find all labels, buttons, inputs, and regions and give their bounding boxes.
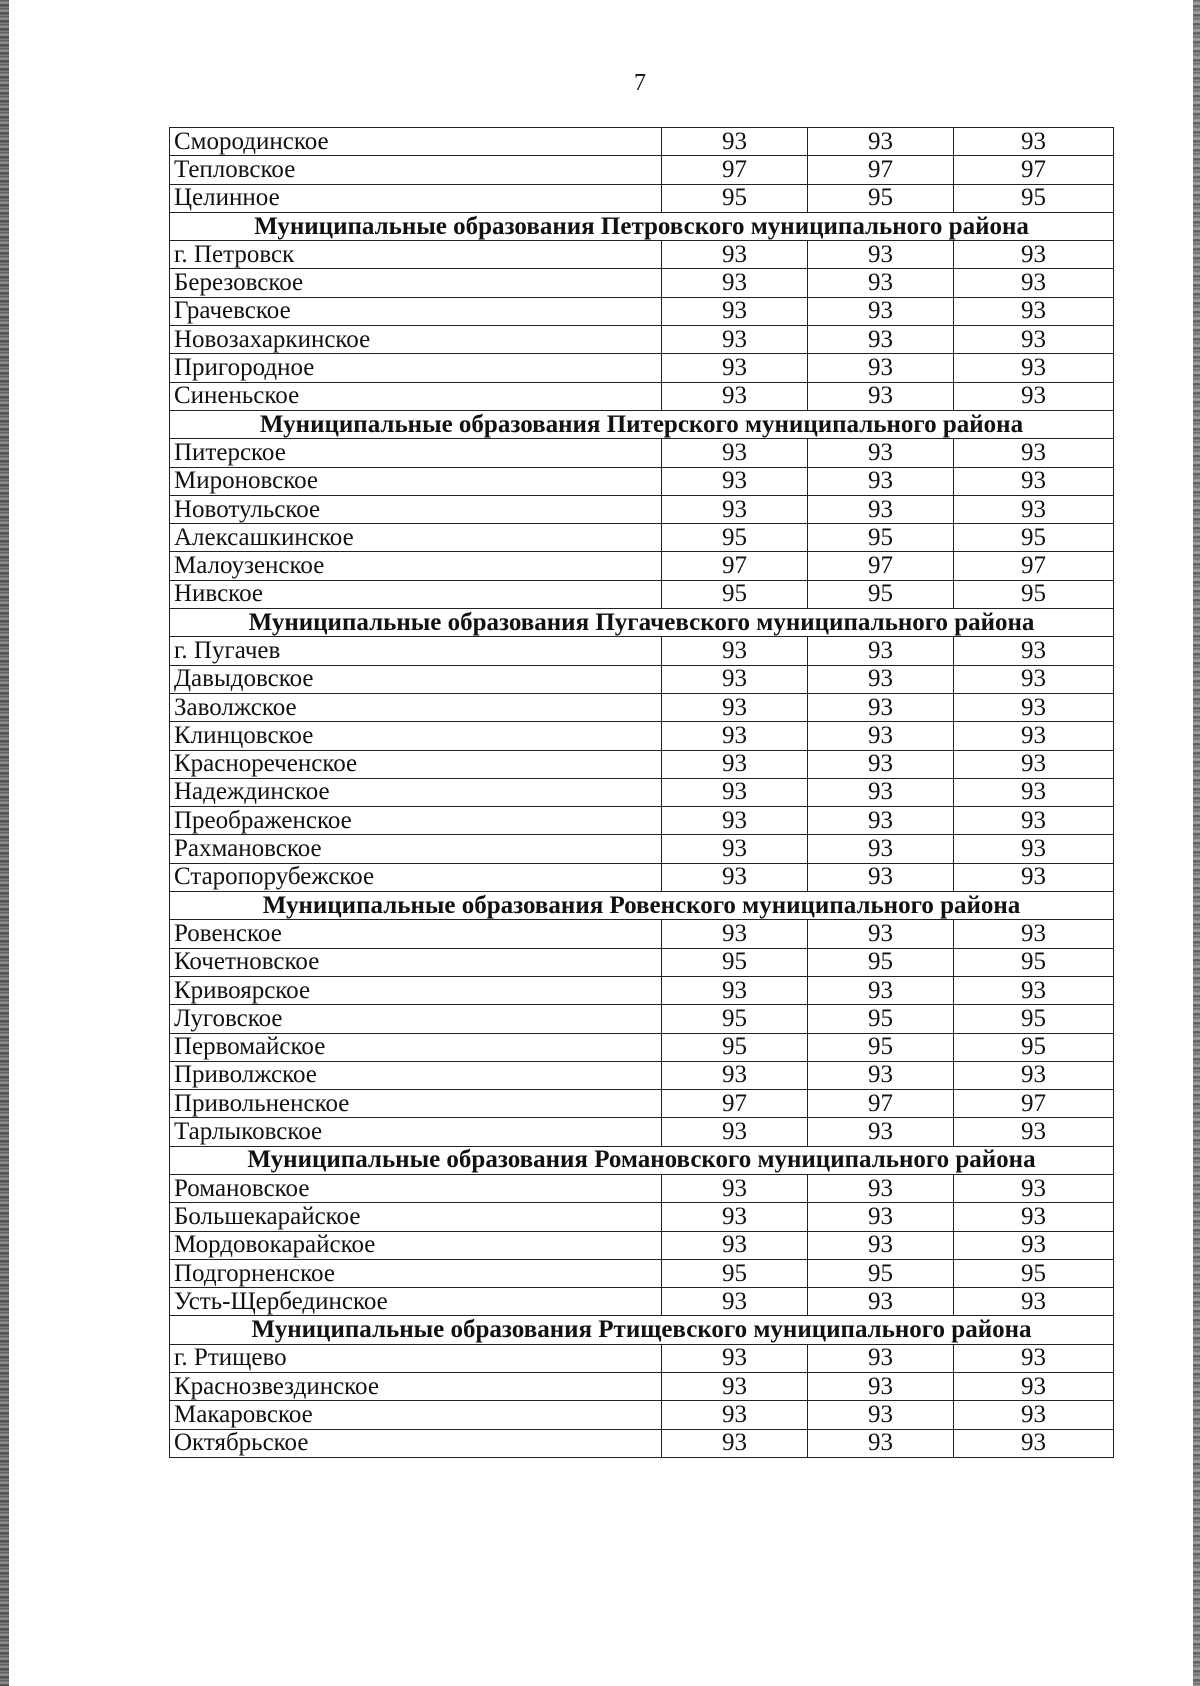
table-row (170, 524, 1114, 552)
table-row (170, 665, 1114, 693)
value-cell-3: 93 (954, 495, 1114, 523)
value-cell-3: 95 (954, 580, 1114, 608)
municipality-name: Новотульское (170, 495, 662, 523)
value-cell-2: 93 (808, 750, 954, 778)
value-cell-3: 93 (954, 128, 1114, 156)
value-cell-1: 93 (662, 1344, 808, 1372)
municipality-name: Макаровское (170, 1401, 662, 1429)
value-cell-2: 93 (808, 863, 954, 891)
value-cell-3: 93 (954, 693, 1114, 721)
municipality-name: Привольненское (170, 1090, 662, 1118)
value-cell-3: 95 (954, 948, 1114, 976)
municipality-name: Кривоярское (170, 976, 662, 1004)
scan-edge-right (1193, 0, 1200, 1686)
municipality-name: Новозахаркинское (170, 326, 662, 354)
value-cell-3: 93 (954, 241, 1114, 269)
value-cell-1: 93 (662, 807, 808, 835)
value-cell-3: 93 (954, 976, 1114, 1004)
value-cell-2: 95 (808, 580, 954, 608)
value-cell-3: 93 (954, 1401, 1114, 1429)
value-cell-1: 93 (662, 1203, 808, 1231)
municipality-name: Синеньское (170, 382, 662, 410)
municipality-name: Кочетновское (170, 948, 662, 976)
value-cell-1: 93 (662, 382, 808, 410)
value-cell-2: 93 (808, 1401, 954, 1429)
municipality-name: Краснозвездинское (170, 1373, 662, 1401)
value-cell-2: 93 (808, 495, 954, 523)
value-cell-1: 93 (662, 297, 808, 325)
table-row (170, 1174, 1114, 1202)
value-cell-3: 93 (954, 1288, 1114, 1316)
value-cell-1: 93 (662, 835, 808, 863)
municipality-name: Усть-Щербединское (170, 1288, 662, 1316)
table-row (170, 269, 1114, 297)
section-title: Муниципальные образования Романовского муниципального района (170, 1146, 1114, 1174)
table-row (170, 1429, 1114, 1457)
value-cell-2: 93 (808, 439, 954, 467)
value-cell-3: 95 (954, 1033, 1114, 1061)
municipality-name: Ровенское (170, 920, 662, 948)
value-cell-2: 93 (808, 1174, 954, 1202)
value-cell-1: 93 (662, 495, 808, 523)
value-cell-3: 93 (954, 439, 1114, 467)
value-cell-1: 95 (662, 948, 808, 976)
value-cell-2: 97 (808, 1090, 954, 1118)
value-cell-3: 93 (954, 1174, 1114, 1202)
value-cell-3: 93 (954, 326, 1114, 354)
value-cell-2: 93 (808, 269, 954, 297)
municipality-name: Подгорненское (170, 1259, 662, 1287)
value-cell-1: 93 (662, 637, 808, 665)
table-row (170, 354, 1114, 382)
value-cell-2: 93 (808, 326, 954, 354)
value-cell-3: 93 (954, 665, 1114, 693)
value-cell-2: 93 (808, 920, 954, 948)
table-row (170, 863, 1114, 891)
value-cell-3: 97 (954, 1090, 1114, 1118)
value-cell-3: 95 (954, 1005, 1114, 1033)
value-cell-2: 93 (808, 297, 954, 325)
table-row (170, 948, 1114, 976)
value-cell-3: 93 (954, 1061, 1114, 1089)
municipality-name: Луговское (170, 1005, 662, 1033)
value-cell-1: 93 (662, 354, 808, 382)
municipality-name: Смородинское (170, 128, 662, 156)
municipality-name: Преображенское (170, 807, 662, 835)
value-cell-2: 97 (808, 552, 954, 580)
section-header-row (170, 892, 1114, 920)
table-row (170, 156, 1114, 184)
table-row (170, 722, 1114, 750)
value-cell-2: 93 (808, 1288, 954, 1316)
value-cell-3: 93 (954, 1344, 1114, 1372)
value-cell-2: 93 (808, 241, 954, 269)
value-cell-1: 93 (662, 863, 808, 891)
value-cell-3: 93 (954, 354, 1114, 382)
value-cell-3: 93 (954, 807, 1114, 835)
value-cell-2: 97 (808, 156, 954, 184)
municipality-name: г. Пугачев (170, 637, 662, 665)
municipality-name: Мордовокарайское (170, 1231, 662, 1259)
value-cell-1: 97 (662, 156, 808, 184)
section-title: Муниципальные образования Ровенского муниципального района (170, 892, 1114, 920)
municipality-name: Приволжское (170, 1061, 662, 1089)
value-cell-1: 93 (662, 1061, 808, 1089)
section-title: Муниципальные образования Ртищевского муниципального района (170, 1316, 1114, 1344)
value-cell-3: 93 (954, 1373, 1114, 1401)
value-cell-2: 93 (808, 1203, 954, 1231)
value-cell-2: 93 (808, 354, 954, 382)
section-header-row (170, 1316, 1114, 1344)
value-cell-1: 95 (662, 1005, 808, 1033)
table-body (170, 128, 1114, 1458)
value-cell-3: 93 (954, 1118, 1114, 1146)
value-cell-1: 93 (662, 920, 808, 948)
value-cell-3: 93 (954, 269, 1114, 297)
table-row (170, 1061, 1114, 1089)
value-cell-2: 93 (808, 1231, 954, 1259)
table-row (170, 1231, 1114, 1259)
value-cell-2: 93 (808, 1118, 954, 1146)
value-cell-1: 95 (662, 1259, 808, 1287)
table-row (170, 1118, 1114, 1146)
table-row (170, 920, 1114, 948)
value-cell-3: 93 (954, 778, 1114, 806)
value-cell-2: 93 (808, 128, 954, 156)
municipality-name: Первомайское (170, 1033, 662, 1061)
value-cell-1: 93 (662, 1174, 808, 1202)
value-cell-1: 93 (662, 722, 808, 750)
table-row (170, 976, 1114, 1004)
value-cell-1: 95 (662, 580, 808, 608)
value-cell-2: 93 (808, 1429, 954, 1457)
value-cell-1: 93 (662, 693, 808, 721)
value-cell-1: 93 (662, 750, 808, 778)
municipality-name: г. Ртищево (170, 1344, 662, 1372)
value-cell-1: 95 (662, 524, 808, 552)
value-cell-2: 93 (808, 976, 954, 1004)
table-row (170, 807, 1114, 835)
municipality-name: Старопорубежское (170, 863, 662, 891)
municipality-name: Заволжское (170, 693, 662, 721)
value-cell-1: 93 (662, 241, 808, 269)
municipality-name: г. Петровск (170, 241, 662, 269)
municipality-name: Питерское (170, 439, 662, 467)
value-cell-2: 95 (808, 948, 954, 976)
value-cell-1: 93 (662, 1373, 808, 1401)
value-cell-1: 93 (662, 1288, 808, 1316)
section-title: Муниципальные образования Пугачевского муниципального района (170, 609, 1114, 637)
table-row (170, 495, 1114, 523)
table-row (170, 1033, 1114, 1061)
municipality-name: Краснореченское (170, 750, 662, 778)
table-row (170, 184, 1114, 212)
value-cell-3: 93 (954, 637, 1114, 665)
section-header-row (170, 410, 1114, 438)
value-cell-1: 97 (662, 552, 808, 580)
value-cell-3: 95 (954, 524, 1114, 552)
table-row (170, 439, 1114, 467)
value-cell-2: 93 (808, 467, 954, 495)
municipality-name: Малоузенское (170, 552, 662, 580)
table-row (170, 1259, 1114, 1287)
value-cell-3: 97 (954, 156, 1114, 184)
value-cell-3: 95 (954, 184, 1114, 212)
value-cell-3: 97 (954, 552, 1114, 580)
table-row (170, 1344, 1114, 1372)
table-row (170, 467, 1114, 495)
value-cell-2: 95 (808, 1005, 954, 1033)
value-cell-3: 93 (954, 750, 1114, 778)
value-cell-1: 93 (662, 1231, 808, 1259)
value-cell-1: 93 (662, 326, 808, 354)
value-cell-3: 93 (954, 835, 1114, 863)
value-cell-1: 95 (662, 184, 808, 212)
value-cell-3: 93 (954, 467, 1114, 495)
municipality-name: Большекарайское (170, 1203, 662, 1231)
value-cell-2: 93 (808, 665, 954, 693)
section-title: Муниципальные образования Петровского муниципального района (170, 212, 1114, 240)
value-cell-3: 93 (954, 920, 1114, 948)
municipality-name: Романовское (170, 1174, 662, 1202)
table-row (170, 552, 1114, 580)
value-cell-3: 93 (954, 863, 1114, 891)
section-title: Муниципальные образования Питерского муниципального района (170, 410, 1114, 438)
municipality-name: Октябрьское (170, 1429, 662, 1457)
table-row (170, 778, 1114, 806)
value-cell-1: 93 (662, 439, 808, 467)
value-cell-1: 93 (662, 1429, 808, 1457)
section-header-row (170, 609, 1114, 637)
value-cell-2: 93 (808, 807, 954, 835)
value-cell-3: 93 (954, 1429, 1114, 1457)
value-cell-1: 93 (662, 467, 808, 495)
table-row (170, 1288, 1114, 1316)
table-row (170, 1203, 1114, 1231)
value-cell-2: 95 (808, 524, 954, 552)
value-cell-3: 93 (954, 382, 1114, 410)
table-row (170, 382, 1114, 410)
value-cell-2: 93 (808, 1373, 954, 1401)
municipality-name: Рахмановское (170, 835, 662, 863)
municipality-name: Грачевское (170, 297, 662, 325)
value-cell-1: 93 (662, 1401, 808, 1429)
value-cell-2: 93 (808, 1061, 954, 1089)
section-header-row (170, 1146, 1114, 1174)
value-cell-1: 93 (662, 128, 808, 156)
table-row (170, 128, 1114, 156)
table-row (170, 1005, 1114, 1033)
municipality-name: Мироновское (170, 467, 662, 495)
value-cell-2: 93 (808, 1344, 954, 1372)
municipality-name: Тепловское (170, 156, 662, 184)
section-header-row (170, 212, 1114, 240)
value-cell-1: 93 (662, 665, 808, 693)
value-cell-2: 93 (808, 835, 954, 863)
table-row (170, 693, 1114, 721)
value-cell-3: 93 (954, 1203, 1114, 1231)
table-row (170, 241, 1114, 269)
value-cell-1: 93 (662, 269, 808, 297)
value-cell-1: 93 (662, 778, 808, 806)
table-row (170, 326, 1114, 354)
value-cell-2: 95 (808, 1259, 954, 1287)
value-cell-2: 93 (808, 722, 954, 750)
value-cell-3: 93 (954, 297, 1114, 325)
value-cell-2: 95 (808, 1033, 954, 1061)
table-row (170, 1373, 1114, 1401)
municipality-name: Березовское (170, 269, 662, 297)
value-cell-1: 93 (662, 1118, 808, 1146)
value-cell-3: 93 (954, 722, 1114, 750)
municipality-name: Целинное (170, 184, 662, 212)
table-row (170, 637, 1114, 665)
value-cell-2: 93 (808, 382, 954, 410)
table-row (170, 750, 1114, 778)
municipality-name: Пригородное (170, 354, 662, 382)
municipality-name: Надеждинское (170, 778, 662, 806)
table-row (170, 835, 1114, 863)
municipality-name: Тарлыковское (170, 1118, 662, 1146)
value-cell-2: 93 (808, 637, 954, 665)
table-row (170, 1090, 1114, 1118)
value-cell-2: 95 (808, 184, 954, 212)
table-row (170, 580, 1114, 608)
table-row (170, 297, 1114, 325)
page-number: 7 (634, 70, 646, 96)
value-cell-2: 93 (808, 778, 954, 806)
municipality-name: Давыдовское (170, 665, 662, 693)
value-cell-2: 93 (808, 693, 954, 721)
table-row (170, 1401, 1114, 1429)
value-cell-1: 97 (662, 1090, 808, 1118)
municipality-name: Клинцовское (170, 722, 662, 750)
data-table (169, 127, 1114, 1458)
value-cell-3: 93 (954, 1231, 1114, 1259)
value-cell-1: 95 (662, 1033, 808, 1061)
scan-edge-left (0, 0, 9, 1686)
municipality-name: Алексашкинское (170, 524, 662, 552)
value-cell-3: 95 (954, 1259, 1114, 1287)
municipality-name: Нивское (170, 580, 662, 608)
value-cell-1: 93 (662, 976, 808, 1004)
